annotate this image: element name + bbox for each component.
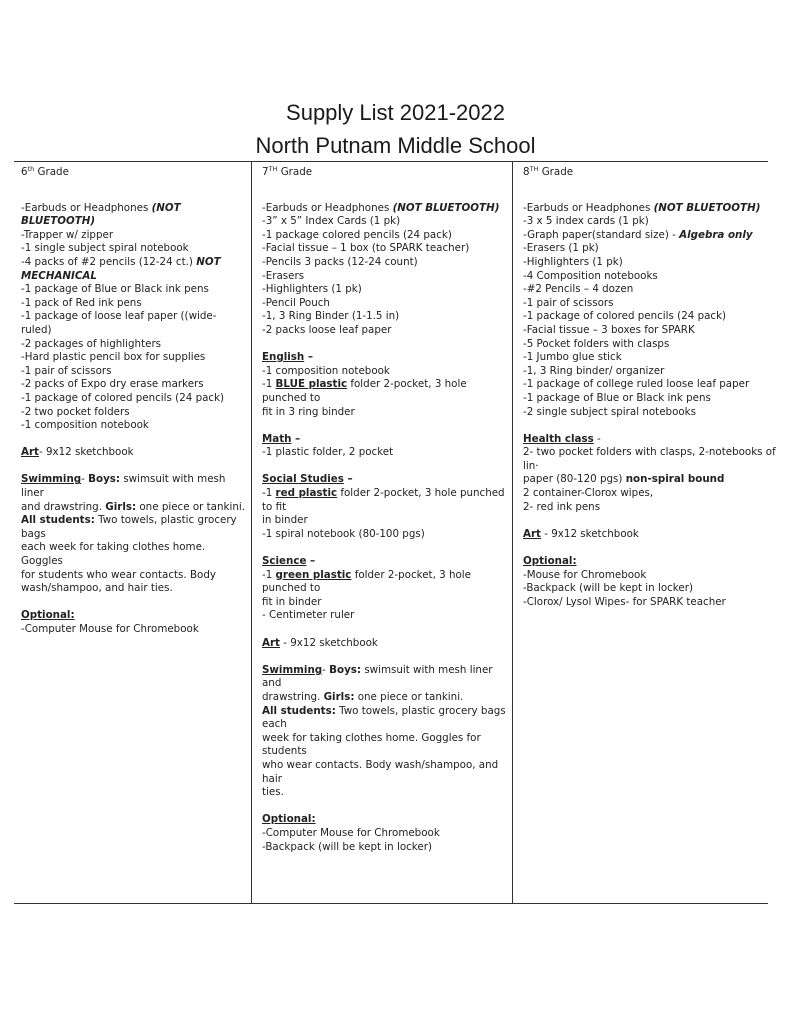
list-item: -1 package of college ruled loose leaf paper	[523, 378, 750, 391]
list-item: -1 plastic folder, 2 pocket	[262, 446, 394, 459]
list-item: -1 red plastic folder 2-pocket, 3 hole punched to fit	[262, 487, 505, 513]
list-item: -3 x 5 index cards (1 pk)	[523, 215, 649, 228]
grade-8-art: Art - 9x12 sketchbook	[523, 527, 639, 540]
list-item: -1 package of Blue or Black ink pens	[21, 283, 209, 296]
grade-8-heading: 8TH Grade	[523, 165, 574, 178]
list-item: -1 BLUE plastic folder 2-pocket, 3 hole punched to	[262, 378, 467, 404]
list-item: fit in 3 ring binder	[262, 405, 355, 418]
list-item: 2- red ink pens	[523, 500, 601, 513]
list-item: -Computer Mouse for Chromebook	[21, 623, 199, 635]
grade-8-optional-list	[523, 569, 785, 610]
list-item: -Clorox/ Lysol Wipes- for SPARK teacher	[523, 595, 726, 608]
grade-6-heading: 6th Grade	[21, 165, 69, 178]
grade-7-swimming: Swimming- Boys: swimsuit with mesh liner and	[262, 663, 493, 690]
grade-7-social-studies-heading: Social Studies –	[262, 473, 353, 486]
list-item: -Facial tissue – 1 box (to SPARK teacher)	[262, 242, 470, 255]
grade-7-math-heading: Math –	[262, 432, 301, 445]
list-item: -5 Pocket folders with clasps	[523, 337, 670, 350]
list-item: -Trapper w/ zipper	[21, 228, 114, 241]
list-item: -Pencil Pouch	[262, 296, 330, 309]
list-item: 2- two pocket folders with clasps, 2-notebooks of lin·	[523, 446, 776, 472]
grade-7-art: Art - 9x12 sketchbook	[262, 636, 378, 649]
list-item: -Earbuds or Headphones (NOT BLUETOOTH)	[262, 201, 500, 214]
grade-7-science-heading: Science –	[262, 555, 316, 568]
list-item: -1 pair of scissors	[21, 364, 112, 377]
list-item: 2 container-Clorox wipes,	[523, 487, 654, 500]
grade-7-english-list	[262, 365, 506, 419]
list-item: -Erasers	[262, 269, 305, 282]
list-item: fit in binder	[262, 595, 322, 608]
grade-8-health-list	[523, 446, 785, 514]
grade-7-math-list	[262, 446, 506, 460]
grade-6-swimming: Swimming- Boys: swimsuit with mesh liner	[21, 473, 226, 500]
grade-6-art: Art- 9x12 sketchbook	[21, 446, 134, 459]
grade-7-supply-list	[262, 202, 506, 338]
list-item: -1 package of colored pencils (24 pack)	[21, 391, 225, 404]
list-item: in binder	[262, 514, 308, 527]
grade-8-column	[523, 163, 785, 609]
grade-8-optional-heading: Optional:	[523, 555, 577, 568]
list-item: -1 green plastic folder 2-pocket, 3 hole punched to	[262, 568, 471, 595]
list-item: - Centimeter ruler	[262, 609, 355, 622]
list-item: -Graph paper(standard size) - Algebra only	[523, 228, 753, 241]
list-item: -1 package of colored pencils (24 pack)	[523, 310, 727, 323]
grade-7-social-studies-list	[262, 487, 506, 541]
grade-7-science-list	[262, 569, 506, 623]
list-item: -3” x 5” Index Cards (1 pk)	[262, 215, 401, 228]
grade-7-heading: 7TH Grade	[262, 165, 313, 178]
list-item: MECHANICAL	[21, 269, 97, 282]
list-item: -Computer Mouse for Chromebook	[262, 826, 440, 839]
list-item: -1 package colored pencils (24 pack)	[262, 228, 452, 241]
grade-7-optional-heading: Optional:	[262, 813, 316, 826]
list-item: paper (80-120 pgs) non-spiral bound	[523, 473, 725, 486]
grade-6-column: 6th Grade -Earbuds or Headphones (NOT BLUETOOTH) -Trapper w/ zipper -1 single subject spiral notebook -4 packs of #2 pencils (12-24 ct.) NOT MECHANICAL -1 package of Blue or Black ink pens -1 pack of Red ink pens -1 package of loose leaf paper ((wide-ruled) -2 packages of highlighters -Hard plastic pencil box for supplies -1 pair of scissors -2 packs of Expo dry erase markers -1 package of colored pencils (24 pack) -2 two pocket folders -1 composition notebook Art- 9x12 sketchbook Swimming- Boys: swimsuit with mesh liner and drawstring. Girls: one piece or tankini. All students: Two towels, plastic grocery bags each week for taking clothes home. Goggles for students who wear contacts. Body wash/shampoo, and hair ties. Optional: -Computer Mouse for Chromebook	[21, 165, 245, 635]
grade-6-supply-list	[21, 202, 246, 433]
list-item: -1 package of Blue or Black ink pens	[523, 391, 711, 404]
table-top-border	[14, 161, 768, 162]
list-item: -Pencils 3 packs (12-24 count)	[262, 255, 418, 268]
list-item: -1 single subject spiral notebook	[21, 242, 189, 255]
list-item: -Backpack (will be kept in locker)	[523, 582, 693, 595]
school-name: North Putnam Middle School	[255, 133, 536, 158]
table-bottom-border	[14, 903, 768, 904]
list-item: -1 package of loose leaf paper ((wide-ruled)	[21, 310, 217, 336]
list-item: -2 two pocket folders	[21, 405, 130, 418]
list-item: -Erasers (1 pk)	[523, 242, 599, 255]
list-item: -Hard plastic pencil box for supplies	[21, 351, 206, 364]
list-item: -2 packs loose leaf paper	[262, 323, 392, 336]
column-divider-1	[251, 161, 252, 903]
list-item: -4 Composition notebooks	[523, 269, 658, 282]
grade-8-health-heading: Health class -	[523, 432, 601, 445]
list-item: -Highlighters (1 pk)	[523, 255, 623, 268]
list-item: -1, 3 Ring binder/ organizer	[523, 364, 665, 377]
list-item: -2 packs of Expo dry erase markers	[21, 378, 204, 391]
list-item: -Highlighters (1 pk)	[262, 283, 362, 296]
grade-7-column: 7TH Grade -Earbuds or Headphones (NOT BLUETOOTH) -3” x 5” Index Cards (1 pk) -1 package colored pencils (24 pack) -Facial tissue – 1 box (to SPARK teacher) -Pencils 3 packs (12-24 count) -Erasers -Highlighters (1 pk) -Pencil Pouch -1, 3 Ring Binder (1-1.5 in) -2 packs loose leaf paper English – -1 composition notebook -1 BLUE plastic folder 2-pocket, 3 hole punched to fit in 3 ring binder Math – -1 plastic folder, 2 pocket Social Studies – -1 red plastic folder 2-pocket, 3 hole punched to fit in binder -1 spiral notebook (80-100 pgs) Science – -1 green plastic folder 2-pocket, 3 hole punched to fit in binder - Centimeter ruler Art - 9x12 sketchbook Swimming- Boys: swimsuit with mesh liner and drawstring. Girls: one piece or tankini. All students: Two towels, plastic grocery bags each week for taking clothes home. Goggles for students who wear contacts. Body wash/shampoo, and hair ties. Optional: -Computer Mouse for Chromebook -Backpack (will be kept in locker)	[262, 165, 506, 853]
list-item: -1 composition notebook	[262, 364, 390, 377]
grade-6-optional-heading: Optional:	[21, 609, 75, 622]
column-divider-2	[512, 161, 513, 903]
list-item: -4 packs of #2 pencils (12-24 ct.) NOT	[21, 255, 221, 268]
list-item: -#2 Pencils – 4 dozen	[523, 283, 634, 296]
list-item: -Earbuds or Headphones (NOT BLUETOOTH)	[21, 201, 181, 228]
list-item: -2 single subject spiral notebooks	[523, 405, 696, 418]
list-item: -1 Jumbo glue stick	[523, 351, 622, 364]
grade-7-optional-list	[262, 827, 506, 854]
grade-6-optional-list	[21, 623, 246, 637]
grade-7-english-heading: English –	[262, 351, 313, 364]
list-item: -1 spiral notebook (80-100 pgs)	[262, 527, 425, 540]
list-item: -1 pack of Red ink pens	[21, 296, 142, 309]
list-item: -1 pair of scissors	[523, 296, 614, 309]
list-item: -Facial tissue – 3 boxes for SPARK	[523, 323, 695, 336]
list-item: -Backpack (will be kept in locker)	[262, 840, 432, 853]
list-item: -Mouse for Chromebook	[523, 568, 647, 581]
page-title: Supply List 2021-2022	[286, 100, 505, 125]
list-item: -2 packages of highlighters	[21, 337, 162, 350]
grade-8-supply-list	[523, 202, 785, 420]
list-item: -Earbuds or Headphones (NOT BLUETOOTH)	[523, 201, 761, 214]
list-item: -1, 3 Ring Binder (1-1.5 in)	[262, 310, 400, 323]
list-item: -1 composition notebook	[21, 419, 149, 432]
